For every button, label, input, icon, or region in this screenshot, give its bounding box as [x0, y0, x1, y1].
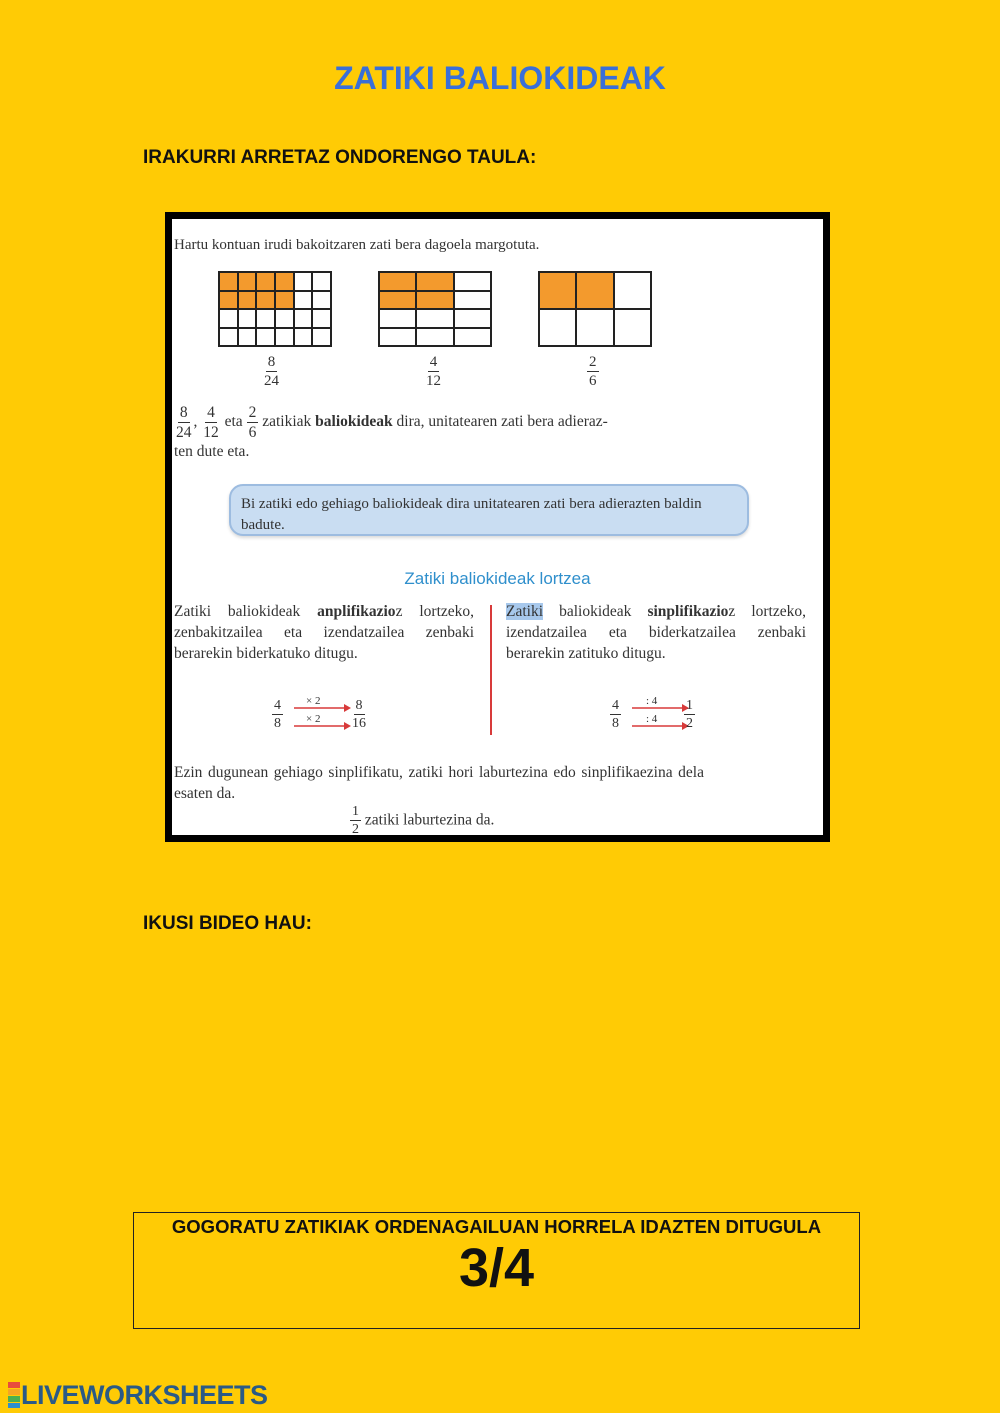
grid-cell — [238, 309, 257, 328]
page-title: ZATIKI BALIOKIDEAK — [334, 60, 666, 96]
shaded-cell — [256, 291, 275, 310]
grid-cell — [454, 291, 491, 310]
figure-fraction-1: $\frac{8}{24}$ — [264, 354, 279, 389]
grid-cell — [275, 309, 294, 328]
grid-cell — [454, 272, 491, 291]
shaded-cell — [275, 291, 294, 310]
equivalence-sentence: $\frac{8}{24}$ , $\frac{4}{12}$ eta $\frac{2}{6}$ zatikiak baliokideak dira, unitatearen zati bera adieraz- — [176, 404, 608, 441]
grid-cell — [379, 328, 416, 347]
figure-fraction-3: $\frac{2}{6}$ — [589, 354, 597, 389]
liveworksheets-logo — [8, 1380, 268, 1410]
grid-cell — [416, 328, 453, 347]
definition-callout: Bi zatiki edo gehiago baliokideak dira unitatearen zati bera adierazten baldin badute. — [229, 484, 749, 536]
shaded-cell — [379, 272, 416, 291]
shaded-cell — [219, 291, 238, 310]
grid-cell — [539, 309, 576, 346]
video-heading: IKUSI BIDEO HAU: — [143, 913, 312, 934]
intro-text: Hartu kontuan irudi bakoitzaren zati bera dagoela margotuta. — [174, 237, 540, 253]
shaded-cell — [256, 272, 275, 291]
grid-cell — [294, 328, 313, 347]
grid-cell — [238, 328, 257, 347]
figure-fraction-2: $\frac{4}{12}$ — [426, 354, 441, 389]
amplification-example: $\frac{4}{8}$ × 2 × 2 $\frac{8}{16}$ — [272, 689, 382, 739]
grid-cell — [256, 309, 275, 328]
grid-cell — [294, 309, 313, 328]
grid-cell — [294, 272, 313, 291]
liveworksheets-logo-icon — [8, 1382, 20, 1408]
fraction-grid-3 — [538, 271, 652, 347]
equivalence-sentence-end: ten dute eta. — [174, 443, 250, 460]
grid-cell — [454, 328, 491, 347]
fraction-grid-1 — [218, 271, 332, 347]
shaded-cell — [576, 272, 613, 309]
grid-cell — [614, 309, 651, 346]
fraction-grid-2 — [378, 271, 492, 347]
column-divider — [490, 605, 492, 735]
example-to-fraction: $\frac{1}{2}$ — [686, 698, 693, 731]
grid-cell — [312, 272, 331, 291]
shaded-cell — [275, 272, 294, 291]
instruction-heading: IRAKURRI ARRETAZ ONDORENGO TAULA: — [143, 147, 537, 168]
grid-cell — [219, 328, 238, 347]
reminder-box — [133, 1212, 860, 1329]
irreducible-text: Ezin dugunean gehiago sinplifikatu, zatiki hori laburtezina edo sinplifikaezina dela esaten da. — [174, 764, 704, 802]
shaded-cell — [238, 272, 257, 291]
grid-cell — [614, 272, 651, 309]
example-from-fraction: $\frac{4}{8}$ — [274, 698, 281, 731]
grid-cell — [312, 328, 331, 347]
lesson-content — [172, 219, 823, 835]
lesson-image — [165, 212, 830, 842]
divide-arrows-icon — [632, 703, 690, 737]
sentence-fraction-3: $\frac{2}{6}$ — [248, 404, 257, 441]
irreducible-example: $\frac{1}{2}$ zatiki laburtezina da. — [352, 804, 495, 837]
grid-cell — [275, 328, 294, 347]
grid-cell — [219, 309, 238, 328]
grid-cell — [294, 291, 313, 310]
grid-cell — [312, 309, 331, 328]
simplification-text: Zatiki baliokideak sinplifikazioz lortzeko, izendatzailea eta biderkatzailea zenbaki berarekin zatituko ditugu. — [506, 603, 806, 662]
shaded-cell — [219, 272, 238, 291]
section-title: Zatiki baliokideak lortzea — [404, 569, 591, 588]
grid-cell — [416, 309, 453, 328]
simplification-example: $\frac{4}{8}$ : 4 : 4 $\frac{1}{2}$ — [610, 689, 720, 739]
shaded-cell — [379, 291, 416, 310]
multiply-arrows-icon — [294, 703, 352, 737]
shaded-cell — [416, 272, 453, 291]
grid-cell — [576, 309, 613, 346]
amplification-text: Zatiki baliokideak anplifikazioz lortzeko, zenbakitzailea eta izendatzailea zenbaki berarekin biderkatuko ditugu. — [174, 603, 475, 662]
irreducible-fraction: $\frac{1}{2}$ — [352, 804, 359, 837]
example-to-fraction: $\frac{8}{16}$ — [352, 698, 366, 731]
shaded-cell — [238, 291, 257, 310]
logo-text: LIVEWORKSHEETS — [21, 1379, 268, 1410]
grid-cell — [256, 328, 275, 347]
grid-cell — [379, 309, 416, 328]
example-from-fraction: $\frac{4}{8}$ — [612, 698, 619, 731]
reminder-fraction: 3/4 — [458, 1238, 535, 1298]
sentence-fraction-1: $\frac{8}{24}$ — [176, 404, 192, 441]
reminder-text: GOGORATU ZATIKIAK ORDENAGAILUAN HORRELA IDAZTEN DITUGULA — [171, 1216, 822, 1237]
grid-cell — [312, 291, 331, 310]
sentence-fraction-2: $\frac{4}{12}$ — [203, 404, 219, 441]
shaded-cell — [416, 291, 453, 310]
grid-cell — [454, 309, 491, 328]
shaded-cell — [539, 272, 576, 309]
